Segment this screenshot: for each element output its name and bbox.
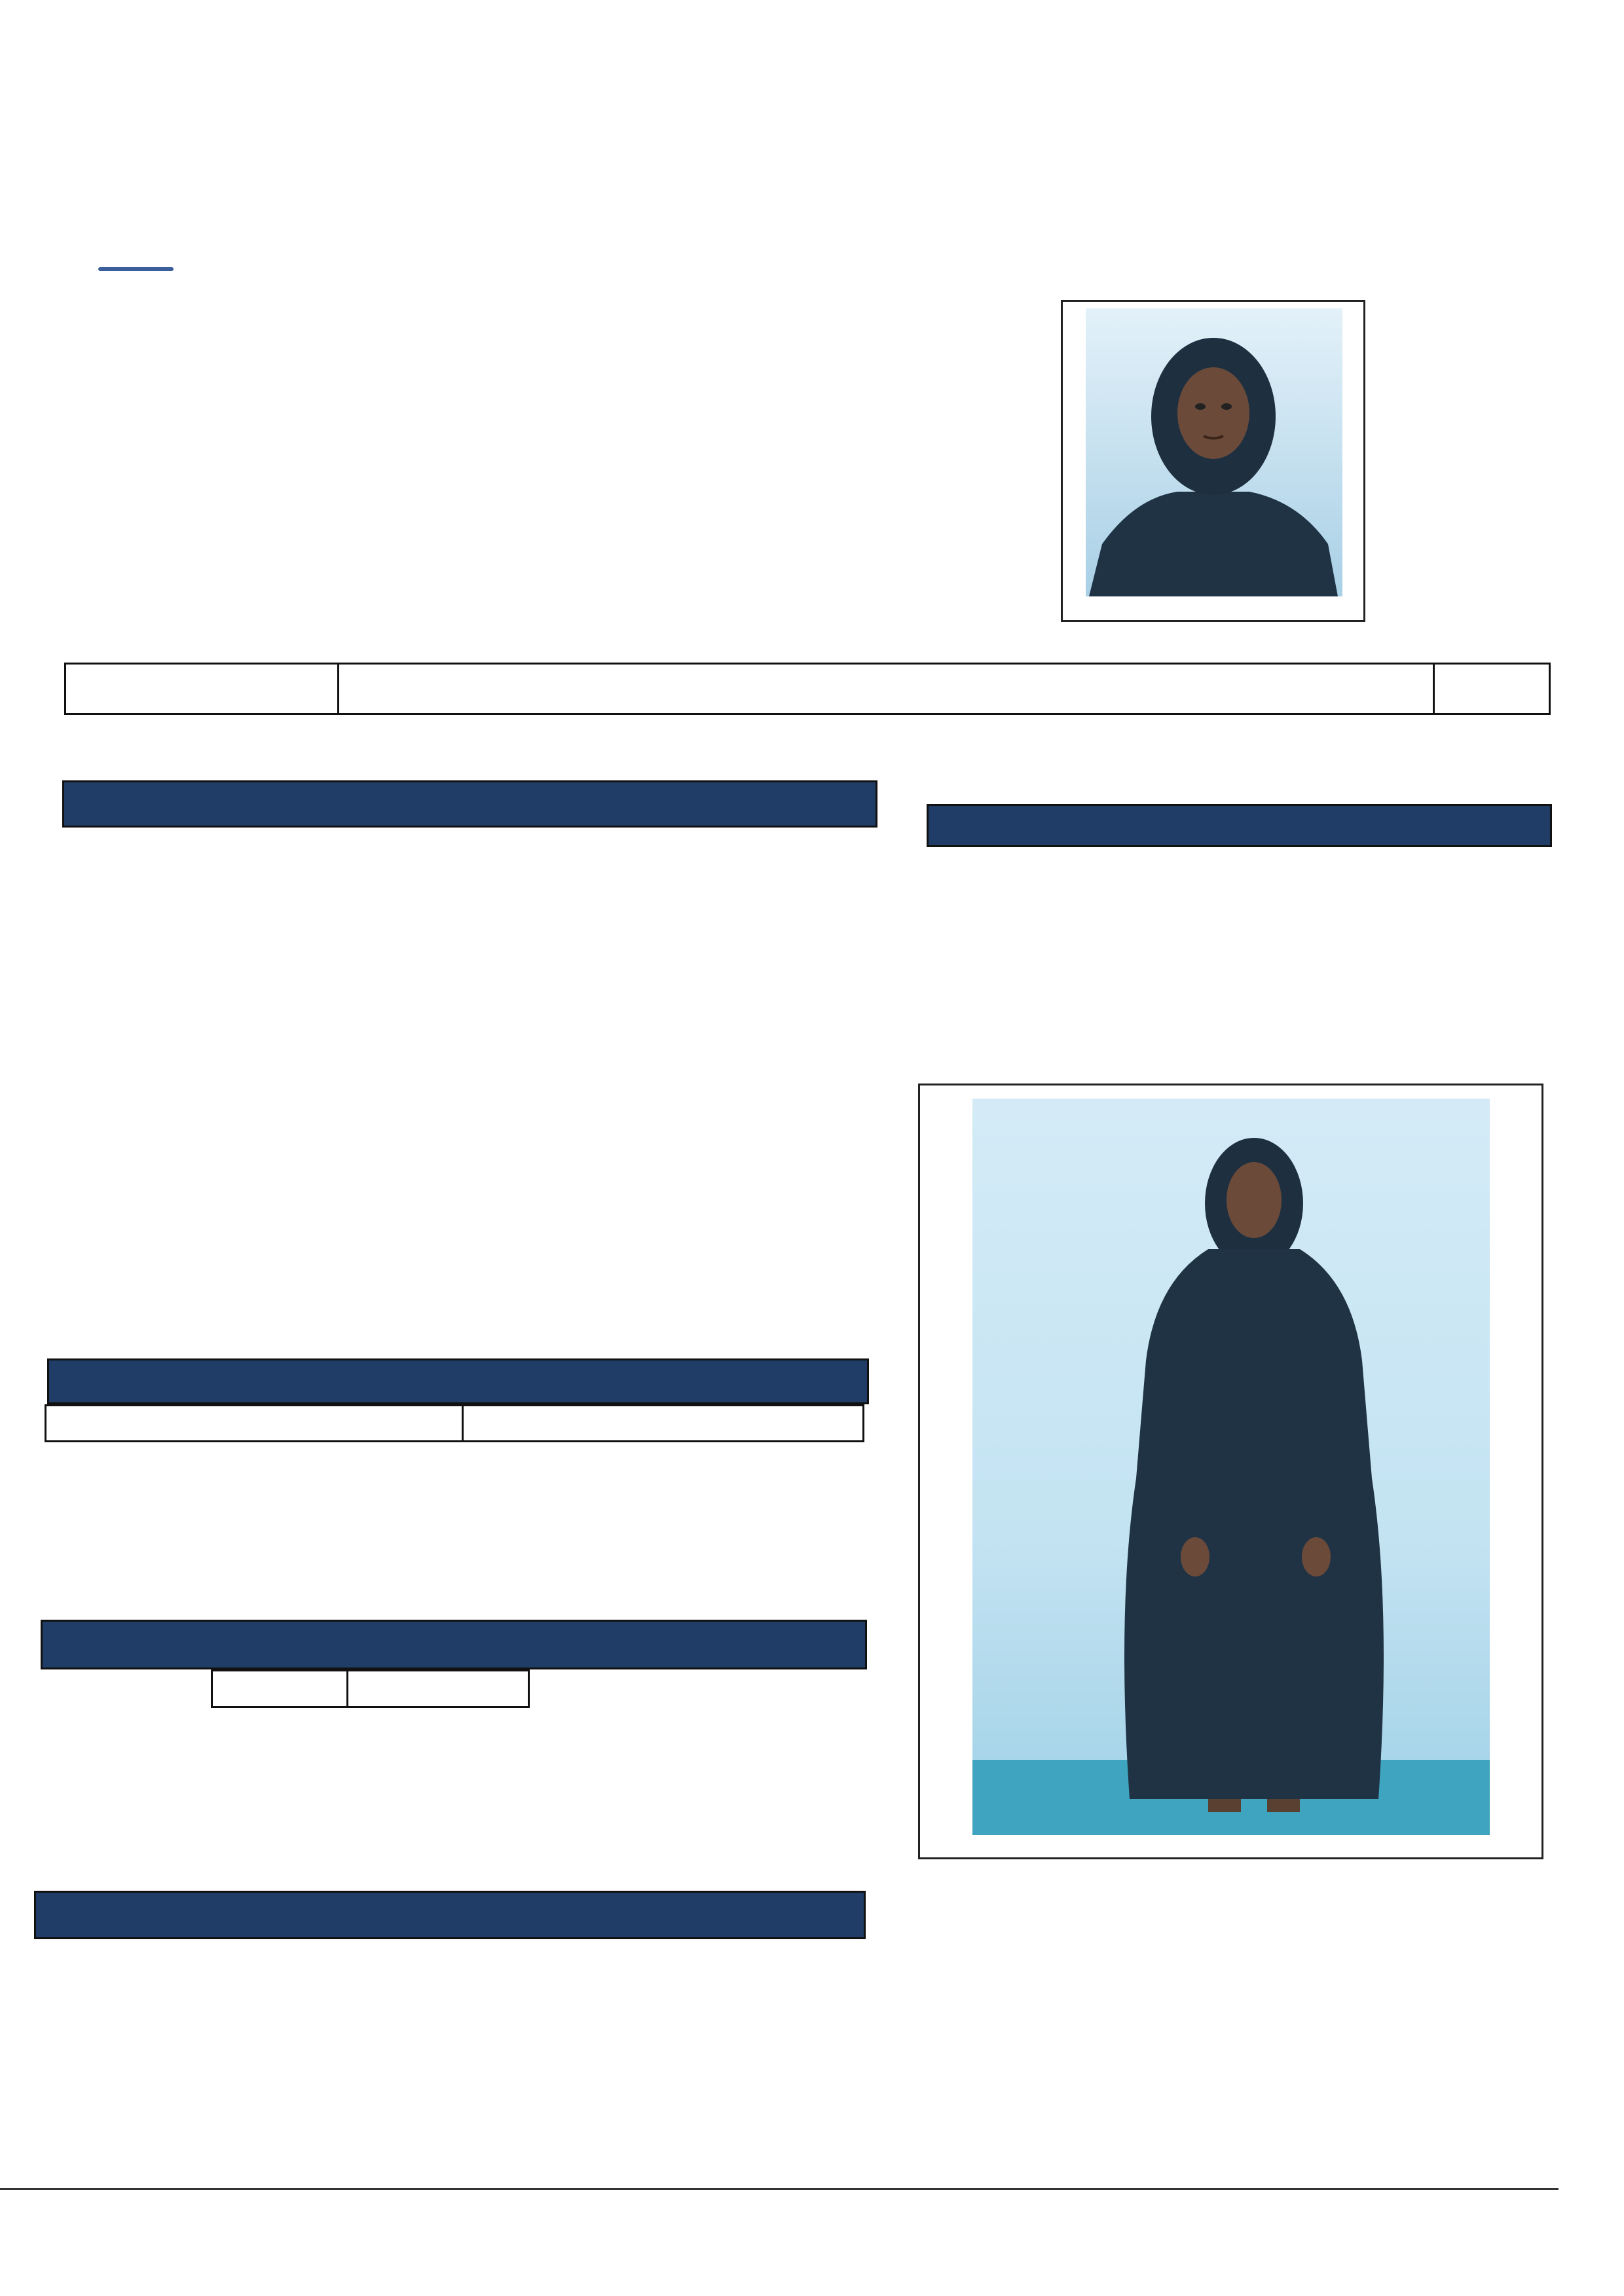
portrait-photo <box>1061 300 1365 622</box>
previous-employment-table <box>45 1404 864 1442</box>
portrait-image <box>1063 302 1363 620</box>
passport-header <box>927 804 1552 847</box>
full-name-value <box>339 664 1434 714</box>
full-name-table <box>64 663 1551 715</box>
languages-col-english <box>348 1671 529 1707</box>
full-body-photo <box>918 1084 1543 1859</box>
languages-header <box>41 1620 867 1669</box>
form-title <box>90 383 909 422</box>
languages-table <box>38 1669 864 1708</box>
scan-mark <box>98 267 174 271</box>
languages-header-spacer <box>529 1671 865 1707</box>
previous-employment-header <box>47 1358 869 1404</box>
full-body-image <box>920 1085 1541 1857</box>
details-header <box>62 780 877 828</box>
col-country <box>46 1406 463 1442</box>
full-name-label-ar <box>1434 664 1550 714</box>
languages-corner <box>38 1671 212 1707</box>
full-name-label <box>65 664 339 714</box>
languages-col-arabic <box>212 1671 348 1707</box>
bottom-rule <box>0 2188 1559 2190</box>
work-experience-header <box>34 1891 866 1939</box>
col-period <box>463 1406 864 1442</box>
